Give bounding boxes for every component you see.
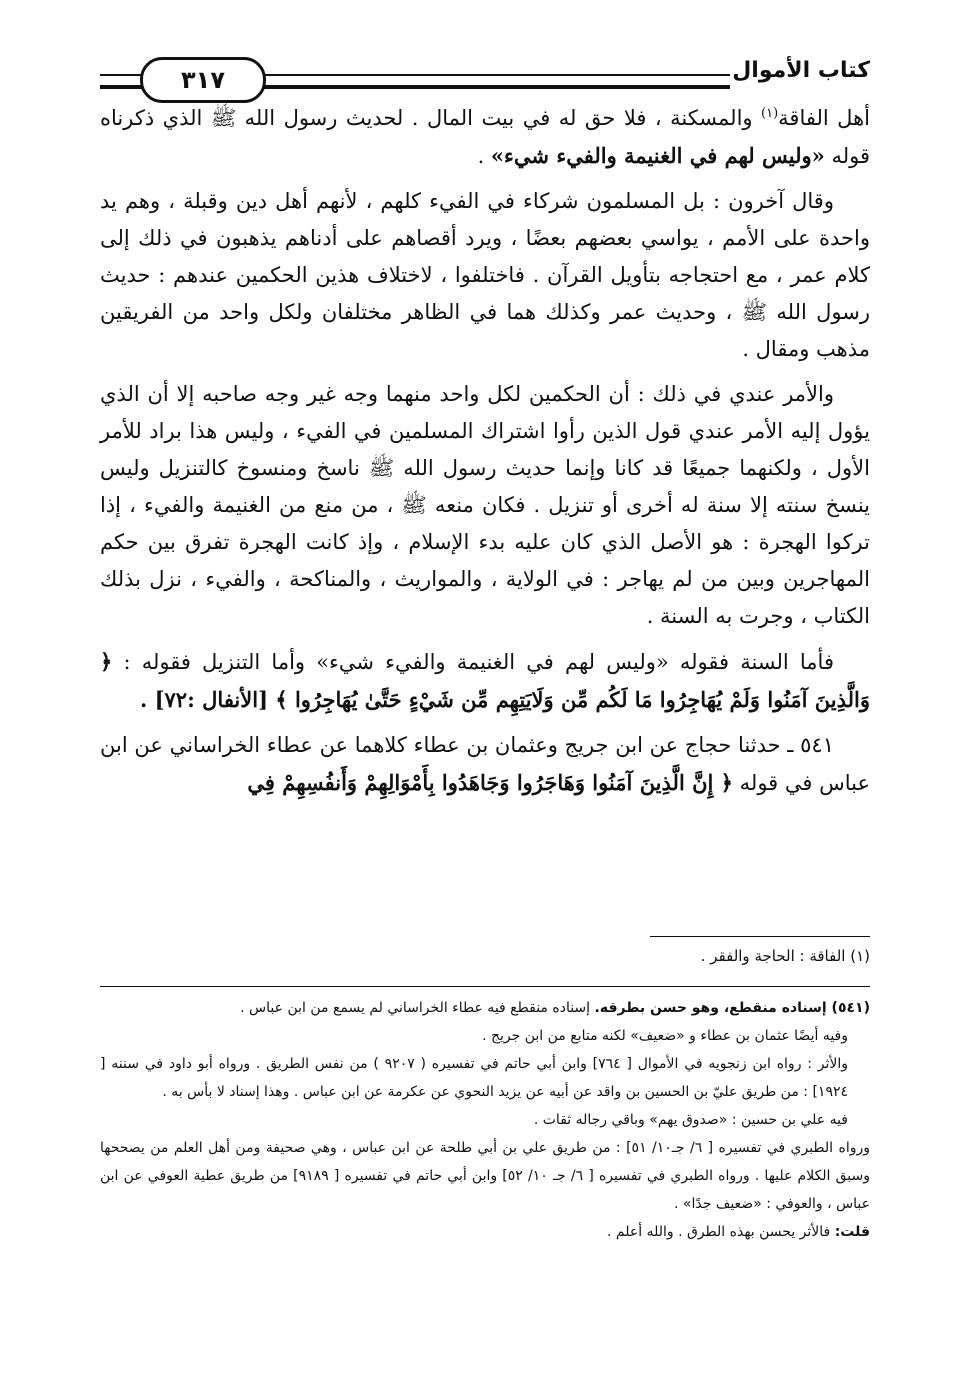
notes-divider [100, 986, 870, 987]
paragraph-4 [100, 643, 870, 719]
para1-quote: «وليس لهم في الغنيمة والفيء شيء» [490, 143, 825, 168]
note-line-2: وفيه أيضًا عثمان بن عطاء و «ضعيف» لكنه متابع من ابن جريج . [482, 1028, 848, 1044]
note-line-6-bold: قلت: [834, 1224, 870, 1240]
main-text [100, 100, 870, 810]
book-title: كتاب الأموال [732, 58, 870, 83]
para1-text-c: . [477, 144, 491, 168]
para1-text-a: أهل الفاقة [778, 106, 870, 130]
page-number: ٣١٧ [140, 57, 266, 103]
note-line-4: فيه علي بن حسين : «صدوق يهم» وباقي رجاله ثقات . [533, 1112, 848, 1128]
paragraph-1 [100, 100, 870, 175]
note-line-3: والأثر : رواه ابن زنجويه في الأموال [ ٧٦٤] وابن أبي حاتم في تفسيره ( ٩٢٠٧ ) من نفس الطريق . ورواه أبو داود في سننه [ ١٩٢٤] : من طريق عليّ بن الحسين بن واقد عن أبيه عن يزيد النحوي عن عكرمة عن ابن عباس . وهذا إسناد لا بأس به . [100, 1056, 849, 1100]
footnote-divider [650, 936, 870, 937]
para4-ref: [الأنفال :٧٢] . [139, 687, 276, 712]
note-line-5: ورواه الطبري في تفسيره [ ٦/ جـ١٠/ ٥١] : من طريق علي بن أبي طلحة عن ابن عباس ، وهي صحيفة ومن أهل العلم من يصححها وسبق الكلام عليها . ورواه الطبري في تفسيره [ ٦/ جـ ١٠/ ٥٢] وابن أبي حاتم في تفسيره [ ٩١٨٩] من طريق عطية العوفي عن ابن عباس ، والعوفي : «ضعيف جدًا» . [100, 1140, 871, 1212]
paragraph-3: والأمر عندي في ذلك : أن الحكمين لكل واحد منهما وجه غير وجه صاحبه إلا أن الذي يؤول إليه الأمر عندي قول الذين رأوا اشتراك المسلمين في الفيء ، وليس هذا براد للأمر الأول ، ولكنهما جميعًا قد كانا وإنما حديث رسول الله ﷺ ناسخ ومنسوخ كالتنزيل وليس ينسخ سنته إلا سنة له أخرى أو تنزيل . فكان منعه ﷺ ، من منع من الغنيمة والفيء ، إذا تركوا الهجرة : هو الأصل الذي كان عليه بدء الإسلام ، وإذ كانت الهجرة تفرق بين حكم المهاجرين وبين من لم يهاجر : في الولاية ، والمواريث ، والمناكحة ، والفيء ، نزل بذلك الكتاب ، وجرت به السنة . [100, 382, 870, 628]
note-line-1 [100, 994, 870, 1022]
note-line-6-rest: فالأثر يحسن بهذه الطرق . والله أعلم . [607, 1224, 835, 1240]
para4-text-a: فأما السنة فقوله «وليس لهم في الغنيمة والفيء شيء» وأما التنزيل فقوله : [112, 650, 834, 674]
page-header [100, 52, 870, 96]
note-line-1-bold: (٥٤١) إسناده منقطع، وهو حسن بطرقه. [594, 1000, 870, 1016]
para5-verse: ﴿ إِنَّ الَّذِينَ آمَنُوا وَهَاجَرُوا وَجَاهَدُوا بِأَمْوَالِهِمْ وَأَنفُسِهِمْ فِي [247, 770, 733, 795]
para1-text-b: والمسكنة ، فلا حق له في بيت المال . لحديث رسول الله ﷺ الذي ذكرناه قوله [100, 106, 870, 168]
paragraph-5 [100, 727, 870, 802]
hadith-notes [100, 994, 870, 1246]
para4-verse: ﴿ وَالَّذِينَ آمَنُوا وَلَمْ يُهَاجِرُوا مَا لَكُم مِّن وَلَايَتِهِم مِّن شَيْءٍ حَتَّىٰ يُهَاجِرُوا ﴾ [100, 649, 870, 712]
paragraph-2: وقال آخرون : بل المسلمون شركاء في الفيء كلهم ، لأنهم أهل دين وقبلة ، وهم يد واحدة على الأمم ، يواسي بعضهم بعضًا ، ويرد أقصاهم على أدناهم يذهبون في ذلك إلى كلام عمر ، مع احتجاجه بتأويل القرآن . فاختلفوا ، لاختلاف هذين الحكمين عندهم : حديث رسول الله ﷺ ، وحديث عمر وكذلك هما في الظاهر مختلفان ولكل واحد من الفريقين مذهب ومقال . [100, 189, 870, 361]
note-line-1-rest: إسناده منقطع فيه عطاء الخراساني لم يسمع من ابن عباس . [240, 1000, 595, 1016]
para5-text-a: ٥٤١ ـ حدثنا حجاج عن ابن جريج وعثمان بن عطاء كلاهما عن عطاء الخراساني عن ابن عباس في قوله [100, 733, 870, 795]
note-line-6 [100, 1218, 870, 1246]
footnote: (١) الفاقة : الحاجة والفقر . [700, 947, 870, 965]
footnote-ref: (١) [761, 106, 779, 121]
